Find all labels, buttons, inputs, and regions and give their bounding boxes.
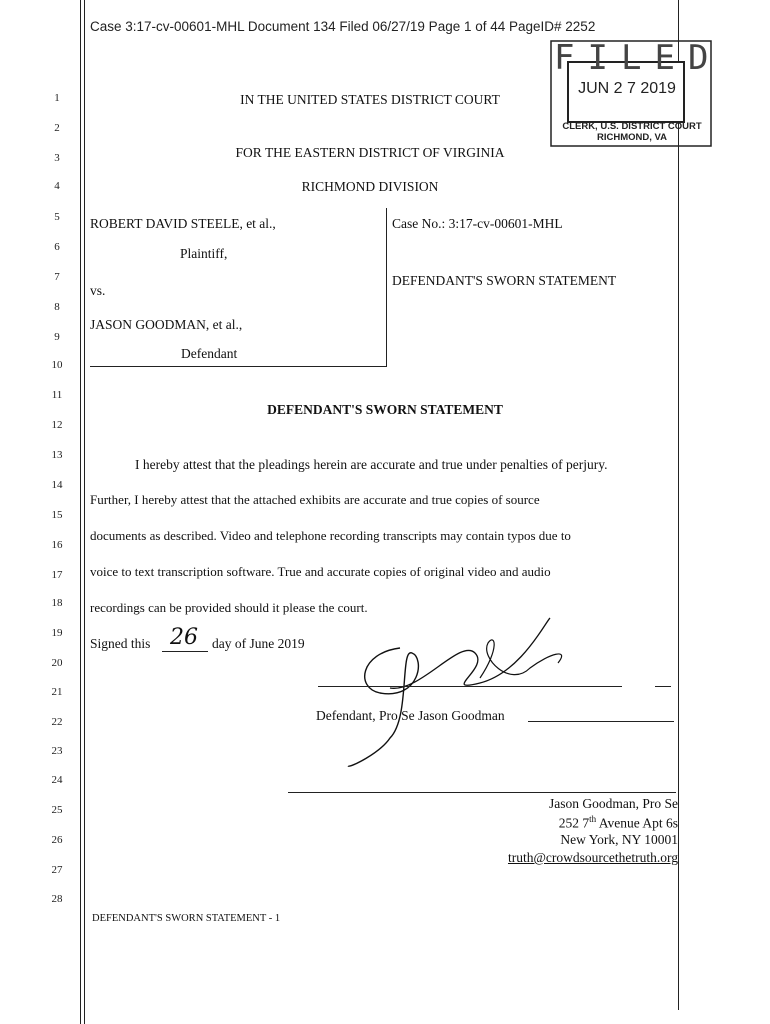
defendant-name: JASON GOODMAN, et al., [90,317,243,332]
line-number: 12 [51,419,63,431]
stamp-date: JUN 2 7 2019 [578,80,676,97]
right-margin-rule [678,0,679,1010]
line-number: 25 [51,804,63,816]
line-number: 3 [54,152,60,164]
line-number: 22 [51,716,63,728]
signature-caption: Defendant, Pro Se Jason Goodman [316,708,505,723]
filed-letter-l: L [620,38,655,78]
filed-letter-e: E [654,38,688,78]
left-margin-rule-outer [80,0,81,1024]
filed-stamp [548,38,722,148]
signature-line-end [655,686,671,687]
defendant-role: Defendant [181,346,238,361]
line-number: 9 [54,331,60,343]
address-street-number: 252 7 [558,815,590,831]
line-number: 11 [51,389,63,401]
address-street-suffix: th [589,814,597,824]
filed-letter-d: D [687,38,722,78]
line-number: 10 [51,359,63,371]
line-number: 24 [51,774,63,786]
line-number: 15 [51,509,63,521]
filed-letter-f: F [554,38,588,78]
line-number: 23 [51,745,63,757]
line-number: 2 [54,122,60,134]
caption-document-title: DEFENDANT'S SWORN STATEMENT [392,273,617,288]
line-number: 8 [54,301,60,313]
line-number: 16 [51,539,63,551]
signature-line [318,686,622,687]
case-number: Case No.: 3:17-cv-00601-MHL [392,216,563,231]
filed-letters [554,38,722,78]
stamp-clerk-line1: CLERK, U.S. DISTRICT COURT [562,121,702,132]
address-street [559,814,678,832]
line-number: 27 [51,864,63,876]
line-number: 5 [54,211,60,223]
line-number: 13 [51,449,63,461]
body-line-4: voice to text transcription software. True and accurate copies of original video and audio [90,564,551,579]
filing-header: Case 3:17-cv-00601-MHL Document 134 Filed 06/27/19 Page 1 of 44 PageID# 2252 [90,19,596,34]
body-line-2: Further, I hereby attest that the attached exhibits are accurate and true copies of source [90,492,540,507]
versus: vs. [90,283,106,298]
court-name: IN THE UNITED STATES DISTRICT COURT [240,92,500,107]
signed-prefix: Signed this [90,636,151,651]
signed-suffix: day of June 2019 [212,636,305,651]
line-number: 26 [51,834,63,846]
filed-letter-i: I [587,38,621,78]
line-number: 1 [54,92,60,104]
court-division: RICHMOND DIVISION [301,179,439,194]
line-number: 18 [51,597,63,609]
caption-bottom-rule [90,366,387,367]
caption-divider [386,208,387,366]
stamp-clerk-line2: RICHMOND, VA [596,132,668,143]
document-heading: DEFENDANT'S SWORN STATEMENT [267,402,503,417]
line-number: 19 [51,627,63,639]
address-rule [288,792,676,793]
body-line-1: I hereby attest that the pleadings herein are accurate and true under penalties of perjury. [135,457,608,472]
line-number: 17 [51,569,63,581]
court-district: FOR THE EASTERN DISTRICT OF VIRGINIA [235,145,505,160]
body-line-3: documents as described. Video and telephone recording transcripts may contain typos due to [90,528,571,543]
signed-day-blank [162,651,208,652]
line-number: 28 [51,893,63,905]
line-number: 7 [54,271,60,283]
address-email[interactable]: truth@crowdsourcethetruth.org [507,850,678,865]
body-line-5: recordings can be provided should it please the court. [90,600,368,615]
line-number: 21 [51,686,63,698]
handwritten-signature [330,608,650,768]
line-number: 4 [54,180,60,192]
line-number: 14 [51,479,63,491]
plaintiff-name: ROBERT DAVID STEELE, et al., [90,216,276,231]
address-name: Jason Goodman, Pro Se [549,796,678,811]
address-city: New York, NY 10001 [560,832,678,847]
address-street-rest: Avenue Apt 6s [596,815,678,831]
left-margin-rule-inner [84,0,85,1024]
plaintiff-role: Plaintiff, [180,246,228,261]
signature-caption-rule [528,721,674,722]
page-footer: DEFENDANT'S SWORN STATEMENT - 1 [92,913,281,924]
signed-day-handwritten: 26 [170,625,198,650]
line-number: 6 [54,241,60,253]
line-number: 20 [51,657,63,669]
